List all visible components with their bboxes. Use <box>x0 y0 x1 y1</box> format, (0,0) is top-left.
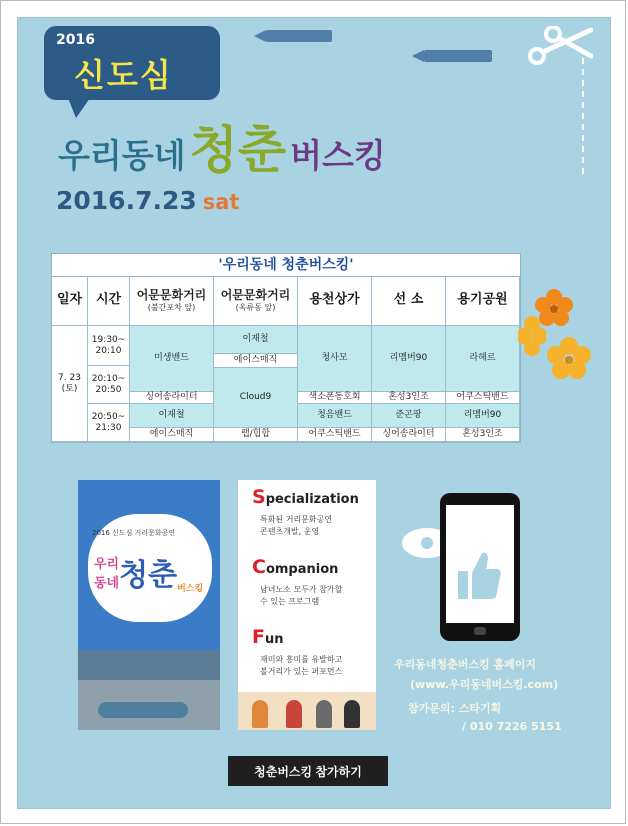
main-title <box>58 110 386 182</box>
performer-cell: 싱어송라이터 <box>372 428 446 442</box>
performers-illustration <box>238 692 376 730</box>
performer-cell: 랩/힙합 <box>214 428 298 442</box>
banner-wordmark-part: 버스킹 <box>177 584 204 594</box>
value-heading <box>252 626 284 648</box>
event-date-value: 2016.7.23 <box>56 186 197 215</box>
performer-cell: 청음밴드 <box>298 404 372 428</box>
homepage-label: 우리동네청춘버스킹 홈페이지 <box>394 658 536 671</box>
banner-wordmark-part: 청춘 <box>119 558 178 593</box>
column-header: 선 소 <box>372 276 446 326</box>
column-header-label: 어문문화거리 <box>136 288 207 302</box>
poster-panel <box>17 17 611 809</box>
value-heading-initial: F <box>252 626 265 648</box>
value-description: 재미와 흥미를 유발하고 볼거리가 있는 퍼포먼스 <box>260 655 343 676</box>
title-part-busking: 버스킹 <box>290 136 386 175</box>
event-date <box>56 186 239 215</box>
homepage-url[interactable]: (www.우리동네버스킹.com) <box>410 678 559 691</box>
event-city: 신도심 <box>74 56 173 94</box>
time-slot: 19:30~ 20:10 <box>88 326 130 366</box>
column-header-sub: (옥류동 앞) <box>235 302 276 312</box>
event-year: 2016 <box>56 32 95 48</box>
value-heading-rest: pecialization <box>265 492 359 507</box>
event-banner-image <box>78 480 220 730</box>
contact-phone: / 010 7226 5151 <box>462 720 562 733</box>
banner-caption: 2016 신도심 거리문화공연 <box>92 529 176 537</box>
title-part-youth: 청춘 <box>189 121 287 179</box>
column-header: 용기공원 <box>446 276 520 326</box>
title-part-neighborhood: 우리동네 <box>58 136 186 175</box>
cut-line <box>578 58 588 178</box>
time-slot: 20:50~ 21:30 <box>88 404 130 442</box>
values-card <box>238 480 376 730</box>
performer-cell: 리멤버90 <box>372 326 446 392</box>
performer-cell: 리멤버90 <box>446 404 520 428</box>
performer-cell: 어쿠스틱밴드 <box>298 428 372 442</box>
flower-icon <box>518 316 546 358</box>
performer-cell: 혼성3인조 <box>446 428 520 442</box>
banner-wordmark <box>94 550 203 594</box>
performer-cell: 이재철 <box>214 326 298 354</box>
value-heading <box>252 486 359 508</box>
pencil-icon <box>412 50 492 62</box>
date-cell: 7. 23 (토) <box>52 326 88 442</box>
schedule-table <box>51 253 521 443</box>
performer-cell: 이재철 <box>130 404 214 428</box>
column-header: 일자 <box>52 276 88 326</box>
performer-cell: 색소폰동호회 <box>298 392 372 404</box>
value-heading-initial: C <box>252 556 266 578</box>
event-day: sat <box>202 190 240 214</box>
performer-cell: 어쿠스틱밴드 <box>446 392 520 404</box>
thumbs-up-icon <box>458 551 502 601</box>
performer-cell: 준곤팡 <box>372 404 446 428</box>
value-description: 남녀노소 모두가 참가할 수 있는 프로그램 <box>260 585 343 606</box>
performer-cell: 싱어송라이터 <box>130 392 214 404</box>
schedule-title: '우리동네 청춘버스킹' <box>52 254 520 277</box>
performer-cell: Cloud9 <box>214 368 298 428</box>
event-bubble <box>44 26 220 100</box>
value-description: 특화된 거리문화공연 콘텐츠개발, 운영 <box>260 515 333 536</box>
performer-cell: 에이스매직 <box>130 428 214 442</box>
column-header-label: 어문문화거리 <box>220 288 291 302</box>
performer-cell: 에이스매직 <box>214 354 298 368</box>
join-busking-button[interactable]: 청춘버스킹 참가하기 <box>228 756 388 786</box>
value-heading-rest: ompanion <box>265 562 339 577</box>
value-heading <box>252 556 338 578</box>
contact-label: 참가문의: 스타기획 <box>408 702 502 715</box>
value-heading-rest: un <box>264 632 284 647</box>
phone-icon <box>440 493 520 641</box>
pencil-icon <box>254 30 332 42</box>
performer-cell: 혼성3인조 <box>372 392 446 404</box>
column-header: 시간 <box>88 276 130 326</box>
performer-cell: 라헤르 <box>446 326 520 392</box>
column-header-sub: (불간포차 앞) <box>147 302 196 312</box>
column-header: 용천상가 <box>298 276 372 326</box>
banner-wordmark-part: 우리 동네 <box>94 557 120 591</box>
performer-cell: 미생밴드 <box>130 326 214 392</box>
value-heading-initial: S <box>252 486 266 508</box>
performer-cell: 청사모 <box>298 326 372 392</box>
time-slot: 20:10~ 20:50 <box>88 366 130 404</box>
column-header <box>130 276 214 326</box>
column-header <box>214 276 298 326</box>
flower-icon <box>546 336 592 382</box>
